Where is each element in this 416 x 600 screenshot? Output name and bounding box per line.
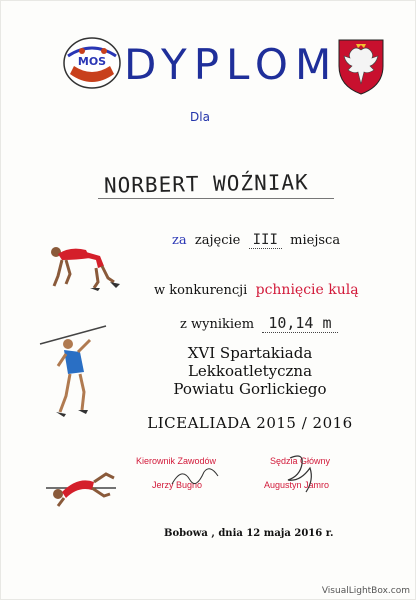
mos-logo-text: MOS [77,55,107,68]
name-underline [98,198,334,199]
watermark: VisualLightBox.com [321,586,410,596]
left-signature-role: Kierownik Zawodów [136,456,217,466]
javelin-thrower-icon [38,322,108,422]
recipient-name: NORBERT WOŹNIAK [103,170,309,198]
mos-logo-icon [60,34,124,90]
competition-value: pchnięcie kulą [255,282,359,298]
licealiada-title: LICEALIADA 2015 / 2016 [147,414,353,432]
place-value: III [249,232,282,249]
event-line-1: XVI Spartakiada [187,344,313,362]
competition-label: w konkurencji [154,283,248,298]
left-signature-scribble [168,462,228,492]
left-signature-name: Jerzy Bugno [152,480,203,490]
event-title [120,344,380,398]
sprinter-icon [40,238,120,292]
eagle-crest-icon [336,36,386,96]
result-label: z wynikiem [180,317,255,332]
result-row [180,314,338,332]
place-middle: zajęcie [194,233,241,248]
diploma-title: DYPLOM [124,40,339,89]
event-line-2: Lekkoatletyczna [187,362,313,380]
place-prefix: za [172,233,187,248]
event-line-3: Powiatu Gorlickiego [173,380,327,398]
place-suffix: miejsca [290,233,341,248]
high-jumper-icon [44,468,118,510]
for-label: Dla [190,110,210,124]
result-value: 10,14 m [262,314,337,333]
right-signature-scribble [280,450,320,496]
right-signature-name: Augustyn Jamro [264,480,330,490]
competition-row [154,282,359,298]
right-signature-role: Sędzia Główny [270,456,331,466]
issue-date: Bobowa , dnia 12 maja 2016 r. [164,528,334,539]
place-row [172,232,340,248]
